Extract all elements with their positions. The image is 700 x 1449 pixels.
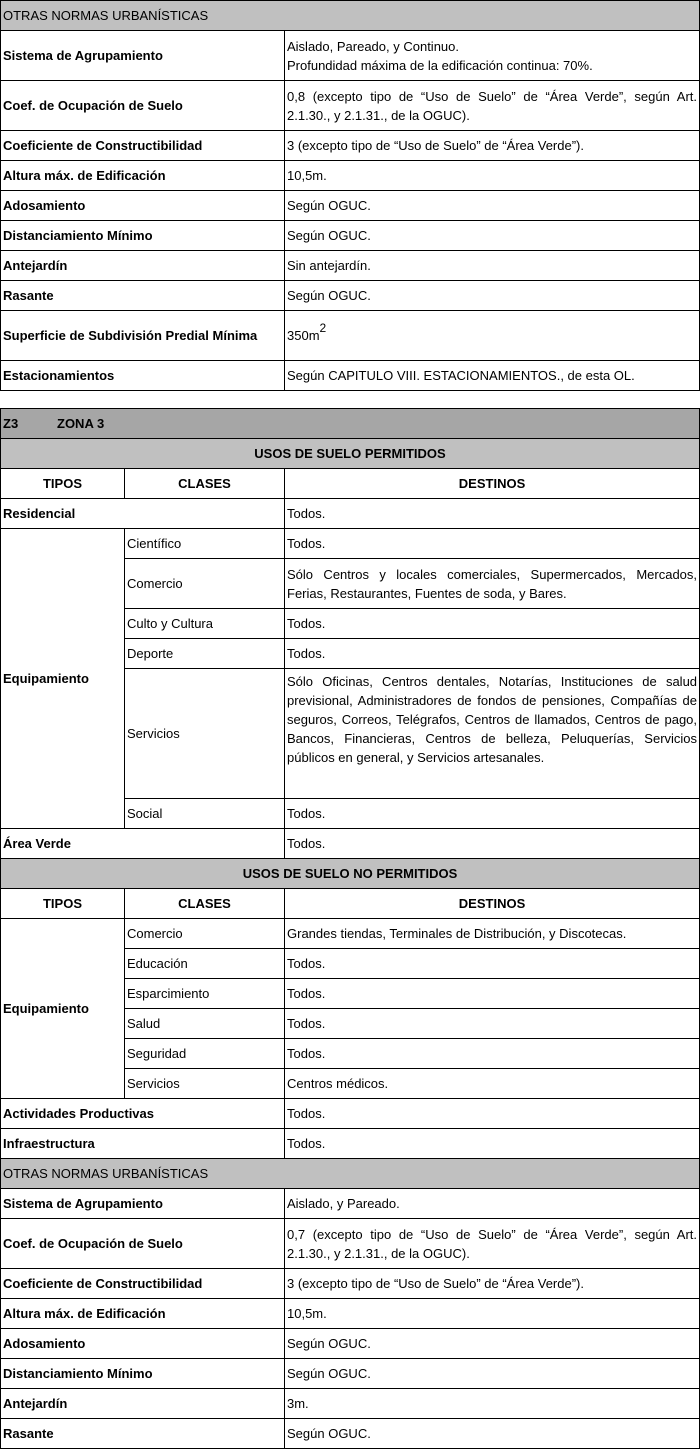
table-row xyxy=(1,829,700,859)
destino-cell: Todos. xyxy=(285,1009,700,1039)
norm-label: Antejardín xyxy=(1,251,285,281)
destino-cell: Todos. xyxy=(285,799,700,829)
norm-value: Según OGUC. xyxy=(285,281,700,311)
norm-value: 0,7 (excepto tipo de “Uso de Suelo” de “Área Verde”, según Art. 2.1.30., y 2.1.31., de la OGUC). xyxy=(285,1219,700,1269)
destino-cell: Todos. xyxy=(285,609,700,639)
norm-row xyxy=(1,1419,700,1449)
clase-cell: Comercio xyxy=(125,919,285,949)
norm-label: Coef. de Ocupación de Suelo xyxy=(1,1219,285,1269)
norm-value: 3 (excepto tipo de “Uso de Suelo” de “Área Verde”). xyxy=(285,131,700,161)
destino-cell: Todos. xyxy=(285,979,700,1009)
col-header-tipos: TIPOS xyxy=(1,889,125,919)
zone-code: Z3 xyxy=(3,416,19,431)
destino-cell: Todos. xyxy=(285,1099,700,1129)
prohibited-uses-header-row xyxy=(1,859,700,889)
norm-row xyxy=(1,31,700,81)
norm-label: Sistema de Agrupamiento xyxy=(1,31,285,81)
norm-label: Coef. de Ocupación de Suelo xyxy=(1,81,285,131)
permitted-uses-header-row xyxy=(1,439,700,469)
norm-label: Rasante xyxy=(1,281,285,311)
clase-cell: Esparcimiento xyxy=(125,979,285,1009)
norm-row xyxy=(1,81,700,131)
norm-row xyxy=(1,1299,700,1329)
clase-cell: Servicios xyxy=(125,1069,285,1099)
norm-value: 0,8 (excepto tipo de “Uso de Suelo” de “Área Verde”, según Art. 2.1.30., y 2.1.31., de la OGUC). xyxy=(285,81,700,131)
table-row xyxy=(1,1129,700,1159)
norm-row xyxy=(1,221,700,251)
col-header-clases: CLASES xyxy=(125,469,285,499)
norm-label: Adosamiento xyxy=(1,1329,285,1359)
norm-value: Aislado, y Pareado. xyxy=(285,1189,700,1219)
destino-cell: Todos. xyxy=(285,949,700,979)
norm-row xyxy=(1,311,700,361)
destino-cell: Todos. xyxy=(285,1129,700,1159)
col-header-clases: CLASES xyxy=(125,889,285,919)
column-header-row xyxy=(1,889,700,919)
norm-label: Altura máx. de Edificación xyxy=(1,1299,285,1329)
clase-cell: Servicios xyxy=(125,669,285,799)
norm-value: $350m^2$ xyxy=(285,311,700,361)
clase-cell: Culto y Cultura xyxy=(125,609,285,639)
destino-cell: Todos. xyxy=(285,529,700,559)
norm-value: Según OGUC. xyxy=(285,1419,700,1449)
norm-label: Distanciamiento Mínimo xyxy=(1,1359,285,1389)
norm-row xyxy=(1,161,700,191)
clase-cell: Comercio xyxy=(125,559,285,609)
norm-label: Rasante xyxy=(1,1419,285,1449)
table-row xyxy=(1,529,700,559)
zone-title xyxy=(1,409,700,439)
prohibited-uses-title: USOS DE SUELO NO PERMITIDOS xyxy=(1,859,700,889)
column-header-row xyxy=(1,469,700,499)
destino-cell: Centros médicos. xyxy=(285,1069,700,1099)
norm-label: Coeficiente de Constructibilidad xyxy=(1,1269,285,1299)
clase-cell: Científico xyxy=(125,529,285,559)
norm-label: Antejardín xyxy=(1,1389,285,1419)
norm-value: Según OGUC. xyxy=(285,191,700,221)
tipo-cell: Residencial xyxy=(1,499,285,529)
tipo-cell: Área Verde xyxy=(1,829,285,859)
table-row xyxy=(1,919,700,949)
norm-value: Según OGUC. xyxy=(285,221,700,251)
destino-cell: Todos. xyxy=(285,829,700,859)
norm-row xyxy=(1,1359,700,1389)
norm-value: 3 (excepto tipo de “Uso de Suelo” de “Área Verde”). xyxy=(285,1269,700,1299)
section-title: OTRAS NORMAS URBANÍSTICAS xyxy=(1,1,700,31)
norm-row xyxy=(1,251,700,281)
section-header-row xyxy=(1,1,700,31)
norm-row xyxy=(1,1189,700,1219)
norm-row xyxy=(1,361,700,391)
col-header-destinos: DESTINOS xyxy=(285,889,700,919)
table-gap xyxy=(0,391,700,408)
destino-cell: Todos. xyxy=(285,1039,700,1069)
section-title: OTRAS NORMAS URBANÍSTICAS xyxy=(1,1159,700,1189)
destino-cell: Todos. xyxy=(285,639,700,669)
clase-cell: Educación xyxy=(125,949,285,979)
zone-header-row xyxy=(1,409,700,439)
norm-value: Aislado, Pareado, y Continuo. Profundidad máxima de la edificación continua: 70%. xyxy=(285,31,700,81)
norm-row xyxy=(1,281,700,311)
norm-label: Sistema de Agrupamiento xyxy=(1,1189,285,1219)
norm-value: Sin antejardín. xyxy=(285,251,700,281)
clase-cell: Social xyxy=(125,799,285,829)
norm-value: 3m. xyxy=(285,1389,700,1419)
norm-value: Según CAPITULO VIII. ESTACIONAMIENTOS., de esta OL. xyxy=(285,361,700,391)
norm-row xyxy=(1,1389,700,1419)
permitted-uses-title: USOS DE SUELO PERMITIDOS xyxy=(1,439,700,469)
norm-label: Altura máx. de Edificación xyxy=(1,161,285,191)
tipo-cell: Equipamiento xyxy=(1,529,125,829)
clase-cell: Deporte xyxy=(125,639,285,669)
norm-value: 10,5m. xyxy=(285,161,700,191)
section-header-row xyxy=(1,1159,700,1189)
norm-label: Coeficiente de Constructibilidad xyxy=(1,131,285,161)
tipo-cell: Equipamiento xyxy=(1,919,125,1099)
destino-cell: Sólo Centros y locales comerciales, Supermercados, Mercados, Ferias, Restaurantes, Fuentes de soda, y Bares. xyxy=(285,559,700,609)
destino-cell: Todos. xyxy=(285,499,700,529)
norm-row xyxy=(1,1219,700,1269)
norm-label: Adosamiento xyxy=(1,191,285,221)
col-header-destinos: DESTINOS xyxy=(285,469,700,499)
col-header-tipos: TIPOS xyxy=(1,469,125,499)
clase-cell: Salud xyxy=(125,1009,285,1039)
norm-row xyxy=(1,131,700,161)
norm-label: Distanciamiento Mínimo xyxy=(1,221,285,251)
norm-label: Superficie de Subdivisión Predial Mínima xyxy=(1,311,285,361)
clase-cell: Seguridad xyxy=(125,1039,285,1069)
table-row xyxy=(1,1099,700,1129)
zone-name: ZONA 3 xyxy=(57,416,105,431)
destino-cell: Sólo Oficinas, Centros dentales, Notarías, Instituciones de salud previsional, Administradores de fondos de pensiones, Compañías de seguros, Correos, Telégrafos, Centros de llamados, Centros de pago, Bancos, Financieras, Centros de belleza, Peluquerías, Servicios públicos en general, y Servicios artesanales. xyxy=(285,669,700,799)
norm-label: Estacionamientos xyxy=(1,361,285,391)
previous-zone-norms-table xyxy=(0,0,700,391)
norm-row xyxy=(1,191,700,221)
norm-value: Según OGUC. xyxy=(285,1359,700,1389)
norm-row xyxy=(1,1269,700,1299)
table-row xyxy=(1,499,700,529)
tipo-cell: Actividades Productivas xyxy=(1,1099,285,1129)
zone-3-table xyxy=(0,408,700,1449)
norm-value: Según OGUC. xyxy=(285,1329,700,1359)
tipo-cell: Infraestructura xyxy=(1,1129,285,1159)
destino-cell: Grandes tiendas, Terminales de Distribución, y Discotecas. xyxy=(285,919,700,949)
norm-value: 10,5m. xyxy=(285,1299,700,1329)
norm-row xyxy=(1,1329,700,1359)
